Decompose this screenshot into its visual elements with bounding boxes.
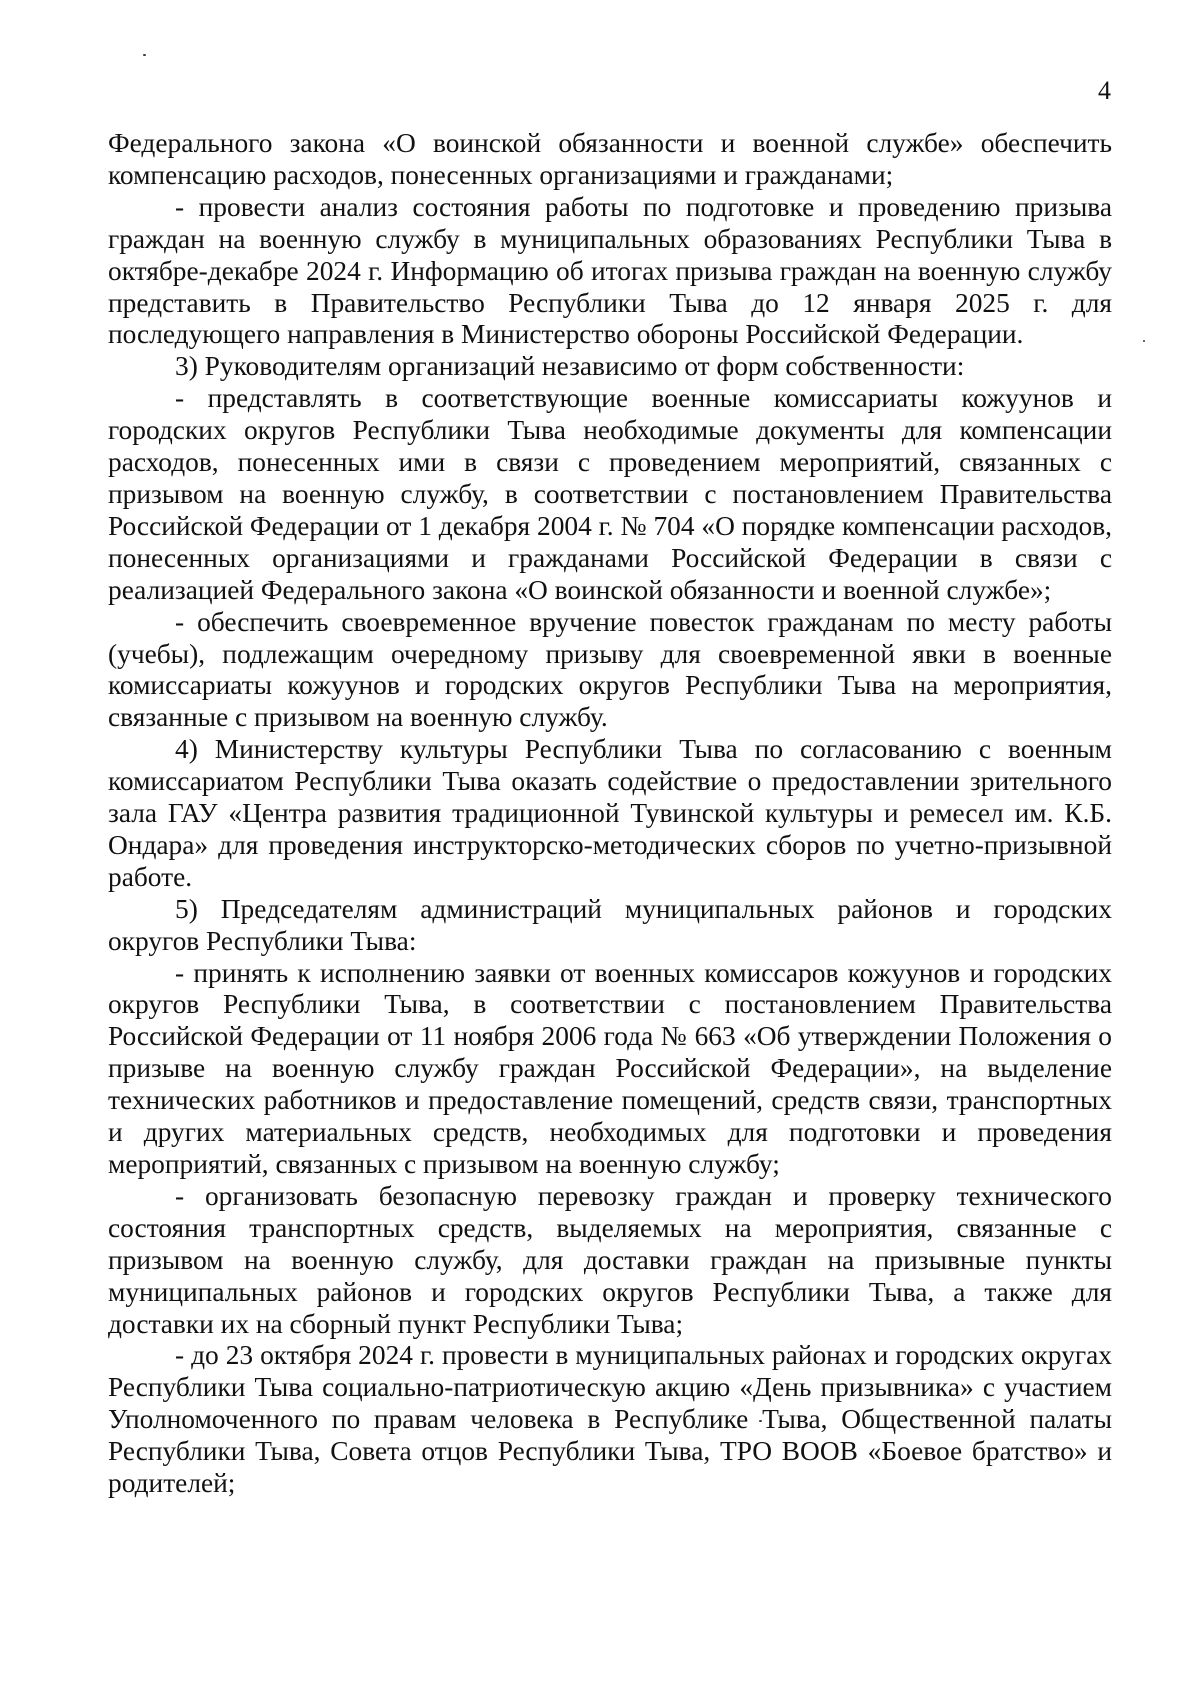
paragraph: - представлять в соответствующие военные комиссариаты кожуунов и городских округов Республики Тыва необходимые документы для компенсации расходов, понесенных ими в связи с проведением мероприятий, связанных с призывом на военную службу, в соответствии с постановлением Правительства Российской Федерации от 1 декабря 2004 г. № 704 «О порядке компенсации расходов, понесенных организациями и гражданами Российской Федерации в связи с реализацией Федерального закона «О воинской обязанности и военной службе»; [108,383,1112,605]
paragraph: 3) Руководителям организаций независимо от форм собственности: [175,351,965,382]
scan-speck [143,54,146,56]
document-body [108,128,1112,1500]
paragraph: - провести анализ состояния работы по подготовке и проведению призыва граждан на военную службу в муниципальных образованиях Республики Тыва в октябре-декабре 2024 г. Информацию об итогах призыва граждан на военную службу представить в Правительство Республики Тыва до 12 января 2025 г. для последующего направления в Министерство обороны Российской Федерации. [108,191,1112,350]
paragraph: 5) Председателям администраций муниципальных районов и городских округов Республики Тыва: [108,893,1112,956]
paragraph: - принять к исполнению заявки от военных комиссаров кожуунов и городских округов Республики Тыва, в соответствии с постановлением Правительства Российской Федерации от 11 ноября 2006 года № 663 «Об утверждении Положения о призыве на военную службу граждан Российской Федерации», на выделение технических работников и предоставление помещений, средств связи, транспортных и других материальных средств, необходимых для подготовки и проведения мероприятий, связанных с призывом на военную службу; [108,957,1112,1179]
scan-speck [1143,340,1145,342]
paragraph: - до 23 октября 2024 г. провести в муниципальных районах и городских округах Республики Тыва социально-патриотическую акцию «День призывника» с участием Уполномоченного по правам человека в Республике Тыва, Общественной палаты Республики Тыва, Совета отцов Республики Тыва, ТРО ВООВ «Боевое братство» и родителей; [108,1340,1112,1499]
paragraph: - организовать безопасную перевозку граждан и проверку технического состояния транспортных средств, выделяемых на мероприятия, связанные с призывом на военную службу, для доставки граждан на призывные пункты муниципальных районов и городских округов Республики Тыва, а также для доставки их на сборный пункт Республики Тыва; [108,1180,1112,1339]
paragraph: - обеспечить своевременное вручение повесток гражданам по месту работы (учебы), подлежащим очередному призыву для своевременной явки в военные комиссариаты кожуунов и городских округов Республики Тыва на мероприятия, связанные с призывом на военную службу. [108,606,1112,733]
paragraph: 4) Министерству культуры Республики Тыва по согласованию с военным комиссариатом Республики Тыва оказать содействие о предоставлении зрительного зала ГАУ «Центра развития традиционной Тувинской культуры и ремесел им. К.Б. Ондара» для проведения инструкторско-методических сборов по учетно-призывной работе. [108,734,1112,892]
paragraph: Федерального закона «О воинской обязанности и военной службе» обеспечить компенсацию расходов, понесенных организациями и гражданами; [108,128,1112,190]
page-number: 4 [1098,76,1111,105]
